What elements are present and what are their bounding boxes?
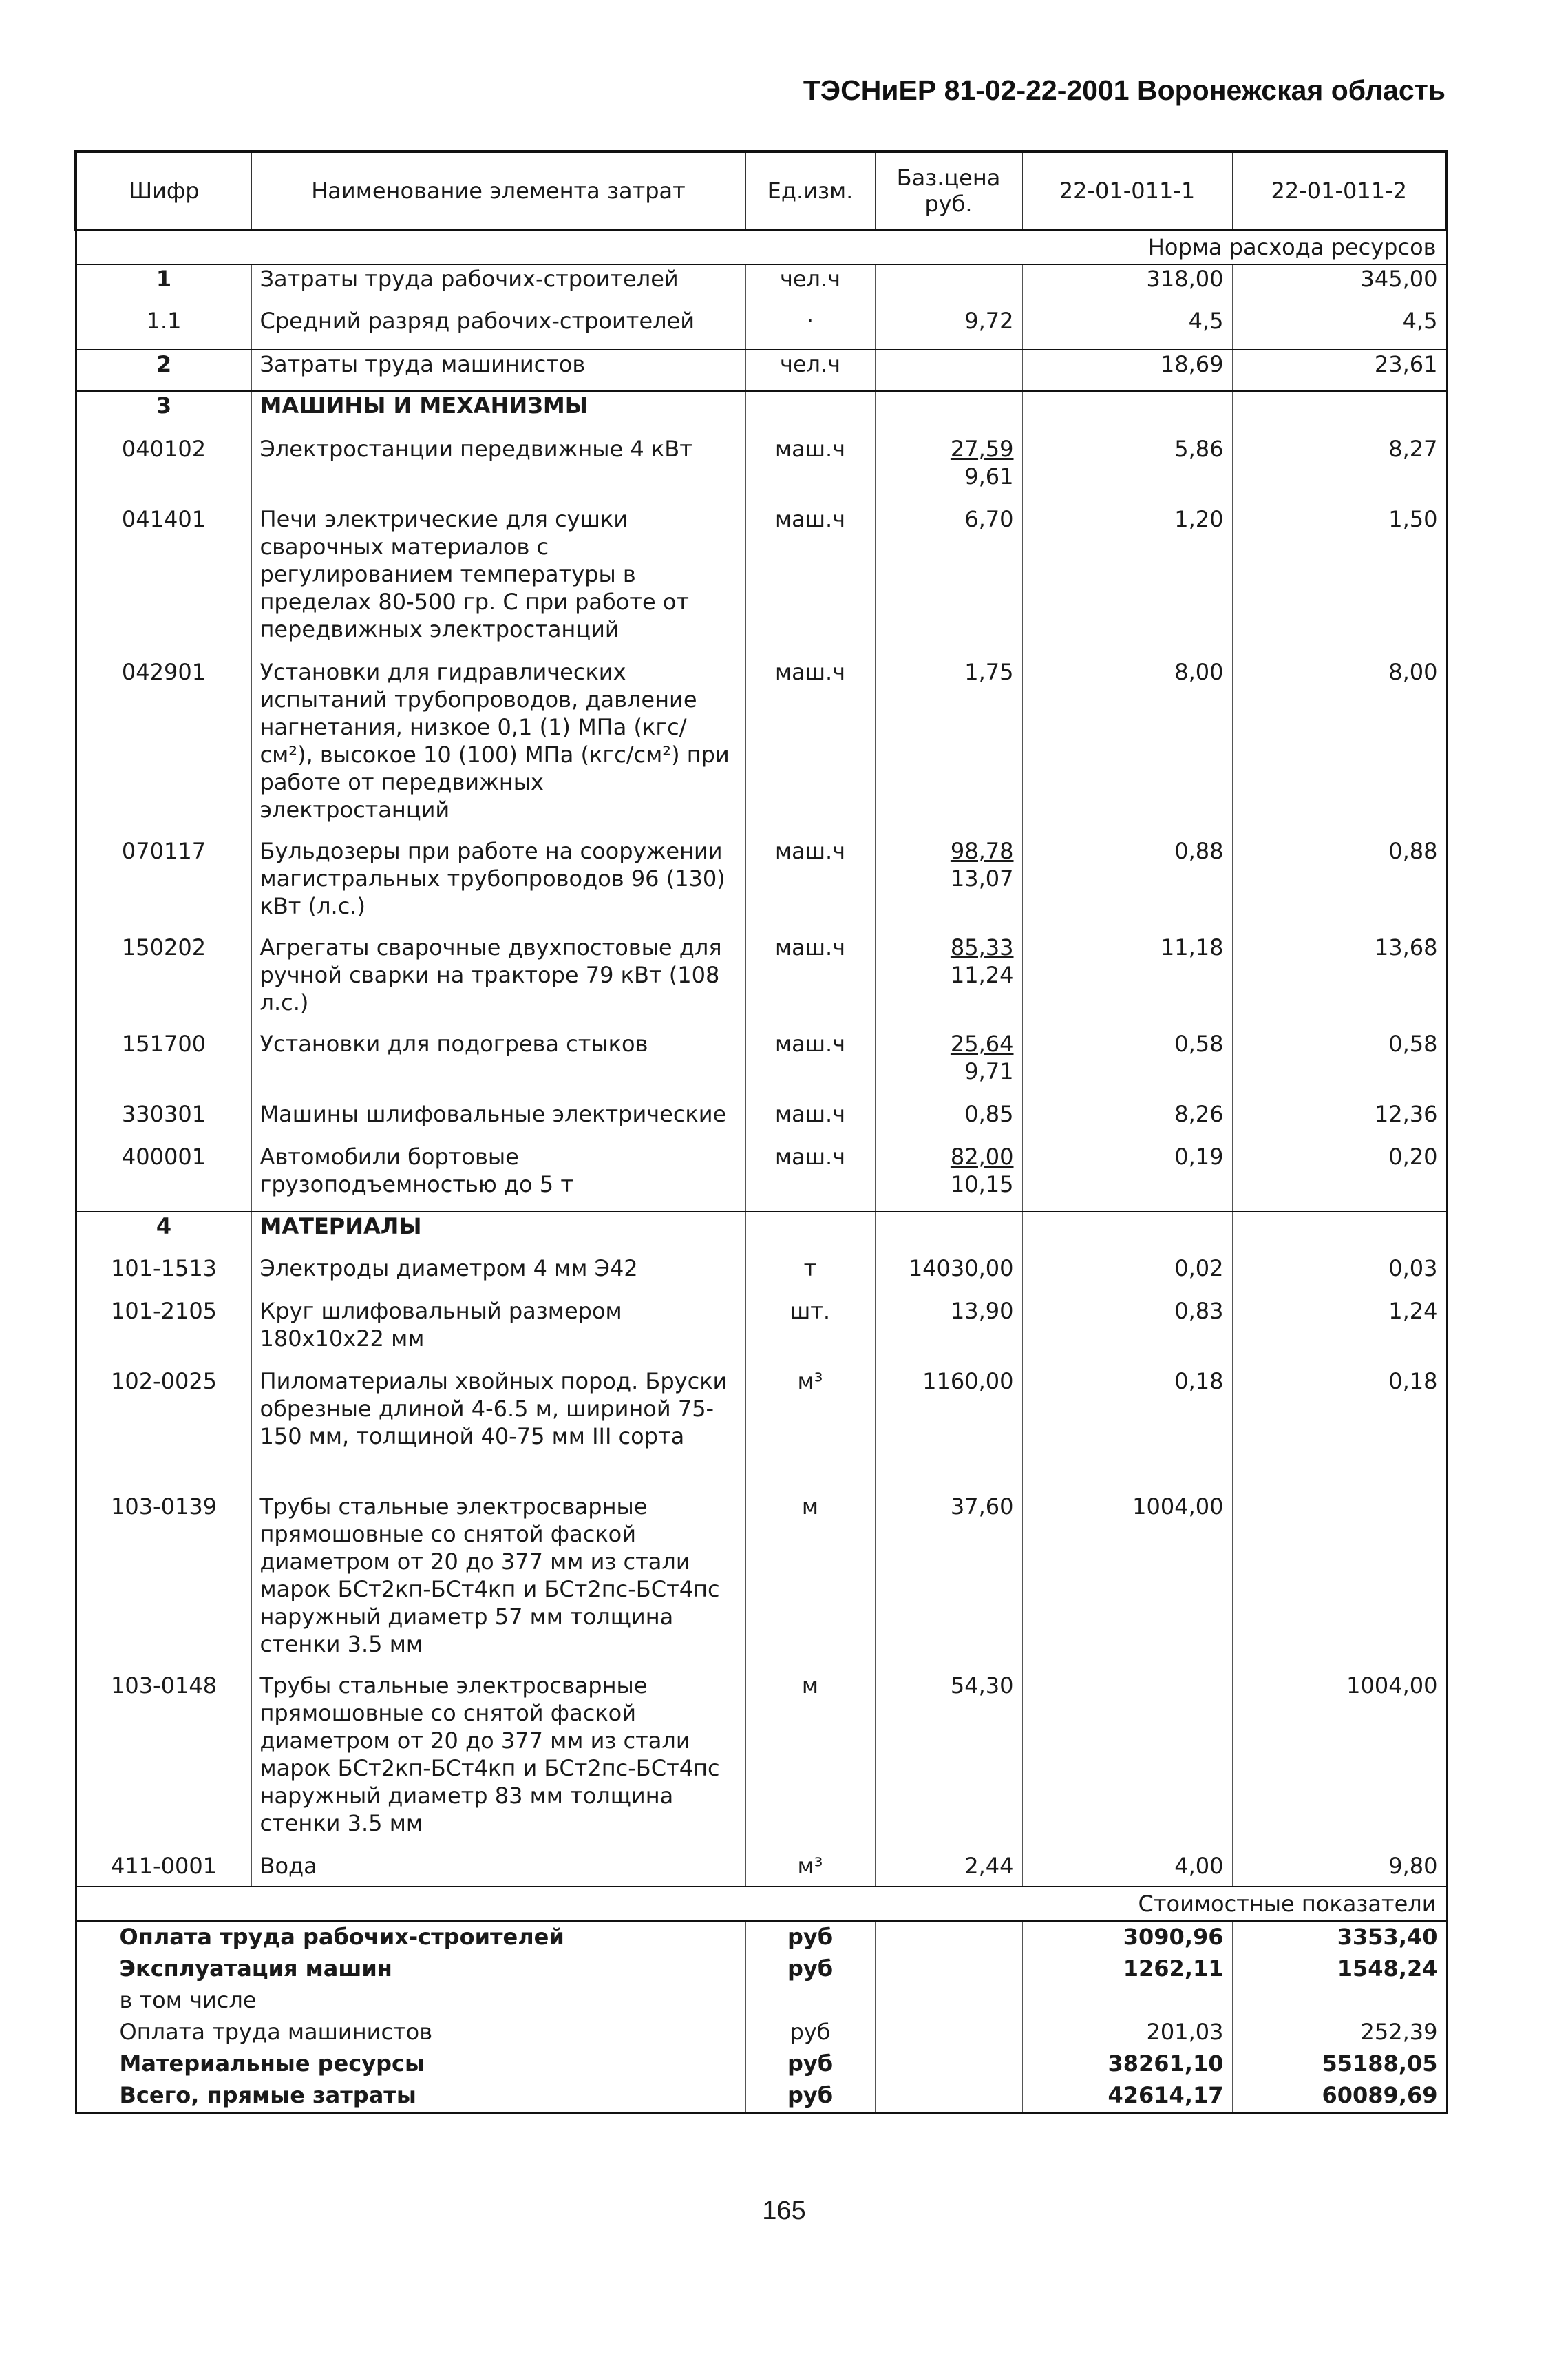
- price-base: 25,64: [950, 1031, 1014, 1057]
- row-price: [875, 1030, 1022, 1100]
- table-row: [76, 1030, 1447, 1100]
- row-code: 400001: [76, 1143, 251, 1212]
- table-row: [76, 1672, 1447, 1852]
- row-price: 0,85: [875, 1100, 1022, 1143]
- row-unit: чел.ч: [745, 350, 875, 391]
- row-v1: 11,18: [1022, 934, 1232, 1030]
- price-base: 82,00: [950, 1144, 1014, 1170]
- summary-unit: руб: [745, 2048, 875, 2080]
- summary-label: Эксплуатация машин: [76, 1953, 745, 1985]
- header-col1: 22-01-011-1: [1022, 151, 1232, 230]
- table-row: [76, 1100, 1447, 1143]
- table-row: [76, 1254, 1447, 1297]
- row-code: 1.1: [76, 307, 251, 350]
- row-price: 2,44: [875, 1852, 1022, 1887]
- row-name: Круг шлифовальный размером 180x10x22 мм: [251, 1297, 745, 1367]
- row-code: 411-0001: [76, 1852, 251, 1887]
- row-name: Трубы стальные электросварные прямошовные со снятой фаской диаметром от 20 до 377 мм из стали марок БСт2кп-БСт4кп и БСт2пс-БСт4пс наружный диаметр 57 мм толщина стенки 3.5 мм: [251, 1493, 745, 1672]
- row-code: 103-0148: [76, 1672, 251, 1852]
- row-v2: 1,50: [1232, 505, 1447, 658]
- row-price: 13,90: [875, 1297, 1022, 1367]
- row-v2: 345,00: [1232, 264, 1447, 307]
- document-title: ТЭСНиЕР 81-02-22-2001 Воронежская область: [803, 74, 1445, 106]
- row-v2: [1232, 1493, 1447, 1672]
- row-v1: 0,19: [1022, 1143, 1232, 1212]
- row-unit: шт.: [745, 1297, 875, 1367]
- section-title: МАТЕРИАЛЫ: [251, 1212, 745, 1254]
- summary-unit: руб: [745, 2080, 875, 2113]
- section-code: 3: [76, 391, 251, 435]
- row-v2: 8,00: [1232, 658, 1447, 837]
- band-norm: [76, 230, 1447, 265]
- row-name: Пиломатериалы хвойных пород. Бруски обрезные длиной 4-6.5 м, шириной 75-150 мм, толщиной 40-75 мм III сорта: [251, 1367, 745, 1493]
- table-row: [76, 658, 1447, 837]
- summary-v1: 42614,17: [1022, 2080, 1232, 2113]
- price-wage: 10,15: [950, 1171, 1014, 1197]
- row-v2: 0,58: [1232, 1030, 1447, 1100]
- header-name: Наименование элемента затрат: [251, 151, 745, 230]
- table-row: [76, 1493, 1447, 1672]
- price-base: 98,78: [950, 838, 1014, 864]
- row-name: Бульдозеры при работе на сооружении магистральных трубопроводов 96 (130) кВт (л.с.): [251, 837, 745, 934]
- row-v1: 4,5: [1022, 307, 1232, 350]
- row-unit: маш.ч: [745, 435, 875, 505]
- row-v2: 12,36: [1232, 1100, 1447, 1143]
- row-name: Печи электрические для сушки сварочных материалов с регулированием температуры в пределах 80-500 гр. С при работе от передвижных электростанций: [251, 505, 745, 658]
- row-v2: 1,24: [1232, 1297, 1447, 1367]
- row-price: [875, 934, 1022, 1030]
- summary-unit: [745, 1985, 875, 2017]
- price-wage: 13,07: [950, 865, 1014, 892]
- row-v2: 0,03: [1232, 1254, 1447, 1297]
- row-v2: 13,68: [1232, 934, 1447, 1030]
- row-code: 2: [76, 350, 251, 391]
- price-wage: 9,61: [964, 463, 1014, 490]
- row-code: 1: [76, 264, 251, 307]
- row-name: Затраты труда рабочих-строителей: [251, 264, 745, 307]
- row-price: [875, 350, 1022, 391]
- summary-unit: руб: [745, 2017, 875, 2048]
- row-unit: маш.ч: [745, 1143, 875, 1212]
- summary-unit: руб: [745, 1953, 875, 1985]
- summary-v2: 3353,40: [1232, 1921, 1447, 1953]
- summary-row: [76, 2048, 1447, 2080]
- price-wage: 9,71: [964, 1058, 1014, 1084]
- row-v1: 0,83: [1022, 1297, 1232, 1367]
- row-price: [875, 264, 1022, 307]
- table-row: [76, 264, 1447, 307]
- row-v1: 0,88: [1022, 837, 1232, 934]
- table-row: [76, 435, 1447, 505]
- header-price: Баз.цена руб.: [875, 151, 1022, 230]
- row-code: 101-1513: [76, 1254, 251, 1297]
- row-unit: маш.ч: [745, 505, 875, 658]
- row-price: 6,70: [875, 505, 1022, 658]
- row-price: [875, 435, 1022, 505]
- band-cost: [76, 1887, 1447, 1921]
- row-v2: 0,18: [1232, 1367, 1447, 1493]
- row-v2: 0,20: [1232, 1143, 1447, 1212]
- row-name: Вода: [251, 1852, 745, 1887]
- row-name: Трубы стальные электросварные прямошовные со снятой фаской диаметром от 20 до 377 мм из стали марок БСт2кп-БСт4кп и БСт2пс-БСт4пс наружный диаметр 83 мм толщина стенки 3.5 мм: [251, 1672, 745, 1852]
- row-name: Затраты труда машинистов: [251, 350, 745, 391]
- section-code: 4: [76, 1212, 251, 1254]
- row-unit: маш.ч: [745, 1100, 875, 1143]
- row-v2: 23,61: [1232, 350, 1447, 391]
- row-v1: 1004,00: [1022, 1493, 1232, 1672]
- table-row: [76, 505, 1447, 658]
- row-code: 042901: [76, 658, 251, 837]
- section-header: [76, 391, 1447, 435]
- table-row: [76, 837, 1447, 934]
- row-price: 1,75: [875, 658, 1022, 837]
- header-code: Шифр: [76, 151, 251, 230]
- section-header: [76, 1212, 1447, 1254]
- summary-label: Оплата труда рабочих-строителей: [76, 1921, 745, 1953]
- row-v1: 18,69: [1022, 350, 1232, 391]
- row-code: 102-0025: [76, 1367, 251, 1493]
- header-unit: Ед.изм.: [745, 151, 875, 230]
- row-price: [875, 837, 1022, 934]
- summary-unit: руб: [745, 1921, 875, 1953]
- summary-row: [76, 2080, 1447, 2113]
- table-header-row: [76, 151, 1447, 230]
- row-price: 9,72: [875, 307, 1022, 350]
- row-unit: маш.ч: [745, 934, 875, 1030]
- row-code: 150202: [76, 934, 251, 1030]
- row-code: 040102: [76, 435, 251, 505]
- row-v1: 8,26: [1022, 1100, 1232, 1143]
- row-name: Автомобили бортовые грузоподъемностью до 5 т: [251, 1143, 745, 1212]
- summary-v2: [1232, 1985, 1447, 2017]
- summary-v1: [1022, 1985, 1232, 2017]
- summary-v2: 55188,05: [1232, 2048, 1447, 2080]
- row-v1: 5,86: [1022, 435, 1232, 505]
- row-v1: 0,02: [1022, 1254, 1232, 1297]
- header-col2: 22-01-011-2: [1232, 151, 1447, 230]
- page-number: 165: [762, 2196, 806, 2225]
- summary-v1: 3090,96: [1022, 1921, 1232, 1953]
- row-v1: 1,20: [1022, 505, 1232, 658]
- row-v1: 318,00: [1022, 264, 1232, 307]
- band-norm-label: Норма расхода ресурсов: [76, 230, 1447, 265]
- row-unit: м³: [745, 1852, 875, 1887]
- row-unit: чел.ч: [745, 264, 875, 307]
- summary-v1: 38261,10: [1022, 2048, 1232, 2080]
- row-v2: 8,27: [1232, 435, 1447, 505]
- summary-v2: 1548,24: [1232, 1953, 1447, 1985]
- row-unit: маш.ч: [745, 1030, 875, 1100]
- row-unit: маш.ч: [745, 658, 875, 837]
- table-row: [76, 1852, 1447, 1887]
- summary-v2: 60089,69: [1232, 2080, 1447, 2113]
- row-price: 54,30: [875, 1672, 1022, 1852]
- row-unit: м: [745, 1672, 875, 1852]
- resource-table: [74, 150, 1448, 2114]
- row-name: Установки для гидравлических испытаний трубопроводов, давление нагнетания, низкое 0,1 (1) МПа (кгс/см²), высокое 10 (100) МПа (кгс/см²) при работе от передвижных электростанций: [251, 658, 745, 837]
- row-price: 37,60: [875, 1493, 1022, 1672]
- row-v2: 9,80: [1232, 1852, 1447, 1887]
- row-code: 151700: [76, 1030, 251, 1100]
- summary-row: [76, 1985, 1447, 2017]
- summary-label: Материальные ресурсы: [76, 2048, 745, 2080]
- row-code: 101-2105: [76, 1297, 251, 1367]
- row-unit: ·: [745, 307, 875, 350]
- row-v1: 0,58: [1022, 1030, 1232, 1100]
- summary-label: в том числе: [76, 1985, 745, 2017]
- price-base: 85,33: [950, 934, 1014, 960]
- summary-v1: 1262,11: [1022, 1953, 1232, 1985]
- summary-v1: 201,03: [1022, 2017, 1232, 2048]
- table-row: [76, 1143, 1447, 1212]
- row-v1: 0,18: [1022, 1367, 1232, 1493]
- summary-row: [76, 2017, 1447, 2048]
- row-name: Машины шлифовальные электрические: [251, 1100, 745, 1143]
- summary-row: [76, 1921, 1447, 1953]
- row-name: Электроды диаметром 4 мм Э42: [251, 1254, 745, 1297]
- row-unit: т: [745, 1254, 875, 1297]
- row-code: 330301: [76, 1100, 251, 1143]
- row-price: 14030,00: [875, 1254, 1022, 1297]
- price-wage: 11,24: [950, 962, 1014, 988]
- row-code: 070117: [76, 837, 251, 934]
- section-title: МАШИНЫ И МЕХАНИЗМЫ: [251, 391, 745, 435]
- band-cost-label: Стоимостные показатели: [76, 1887, 1447, 1921]
- summary-row: [76, 1953, 1447, 1985]
- summary-label: Всего, прямые затраты: [76, 2080, 745, 2113]
- row-v1: 8,00: [1022, 658, 1232, 837]
- row-v1: 4,00: [1022, 1852, 1232, 1887]
- row-code: 103-0139: [76, 1493, 251, 1672]
- summary-label: Оплата труда машинистов: [76, 2017, 745, 2048]
- row-name: Средний разряд рабочих-строителей: [251, 307, 745, 350]
- table-row: [76, 934, 1447, 1030]
- table-row: [76, 1297, 1447, 1367]
- table-row: [76, 350, 1447, 391]
- table-row: [76, 307, 1447, 350]
- row-price: [875, 1143, 1022, 1212]
- row-v1: [1022, 1672, 1232, 1852]
- row-v2: 1004,00: [1232, 1672, 1447, 1852]
- row-unit: м: [745, 1493, 875, 1672]
- row-unit: маш.ч: [745, 837, 875, 934]
- row-v2: 0,88: [1232, 837, 1447, 934]
- row-code: 041401: [76, 505, 251, 658]
- row-name: Агрегаты сварочные двухпостовые для ручной сварки на тракторе 79 кВт (108 л.с.): [251, 934, 745, 1030]
- table-row: [76, 1367, 1447, 1493]
- row-name: Электростанции передвижные 4 кВт: [251, 435, 745, 505]
- row-unit: м³: [745, 1367, 875, 1493]
- row-name: Установки для подогрева стыков: [251, 1030, 745, 1100]
- price-base: 27,59: [950, 436, 1014, 462]
- row-v2: 4,5: [1232, 307, 1447, 350]
- row-price: 1160,00: [875, 1367, 1022, 1493]
- summary-v2: 252,39: [1232, 2017, 1447, 2048]
